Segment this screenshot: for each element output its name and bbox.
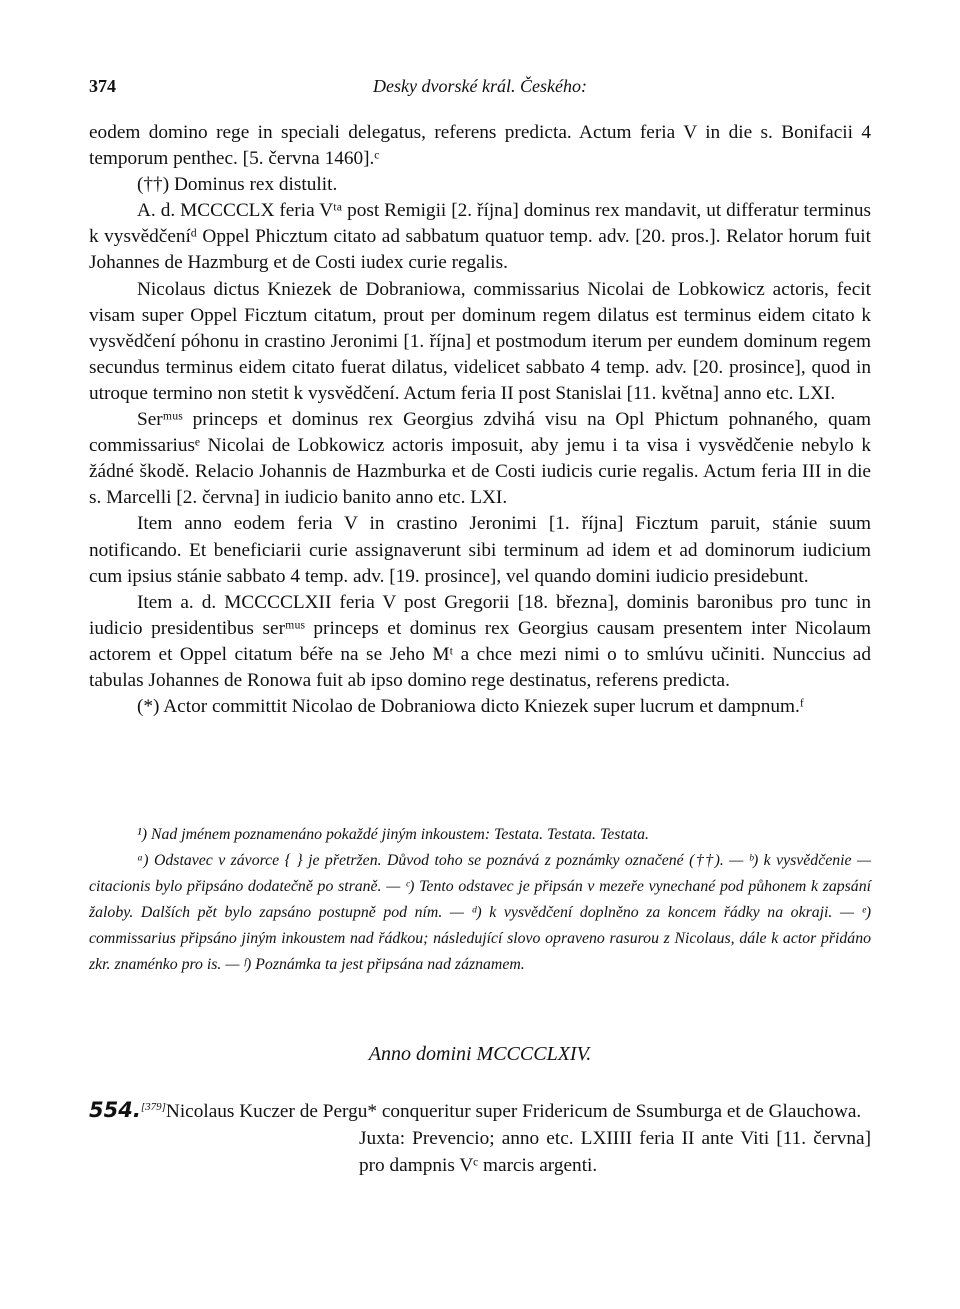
entry-number: 554. — [89, 1098, 141, 1122]
paragraph: A. d. MCCCCLX feria Vᵗᵃ post Remigii [2. října] dominus rex mandavit, ut differatur terminus k vysvědčeníᵈ Oppel Phicztum citato ad sabbatum quatuor temp. adv. [20. pros.]. Relator horum fuit Johannes de Hazmburg et de Costi iudex curie regalis. — [89, 200, 871, 274]
juxta-note: Juxta: Prevencio; anno etc. LXIIII feria II ante Viti [11. června] pro dampnis Vᶜ marcis argenti. — [359, 1128, 871, 1176]
page-number: 374 — [89, 76, 116, 96]
footnote: ᵃ) Odstavec v závorce { } je přetržen. Důvod toho se poznává z poznámky označené (††). — ᵇ) k vysvědčenie — citacionis bylo připsáno dodatečně po straně. — ᶜ) Tento odstavec je připsán v mezeře vynechané pod půhonem k zapsání žaloby. Dalších pět bylo zapsáno postupně pod ním. — ᵈ) k vysvědčení doplněno za koncem řádky na okraji. — ᵉ) commissarius připsáno jiným inkoustem nad řádkou; následující slovo opraveno rasurou z Nicolaus, dále k actor přidáno zkr. znaménko pro is. — ᶠ) Poznámka ta jest připsána nad záznamem. — [89, 852, 871, 973]
footnote: ¹) Nad jménem poznamenáno pokaždé jiným inkoustem: Testata. Testata. Testata. — [137, 826, 649, 843]
entry-paragraph — [89, 1094, 871, 1125]
paragraph: eodem domino rege in speciali delegatus, referens predicta. Actum feria V in die s. Bonifacii 4 temporum penthec. [5. června 1460].ᶜ — [89, 122, 871, 170]
main-text — [89, 120, 871, 720]
paragraph: (*) Actor committit Nicolao de Dobraniowa dicto Kniezek super lucrum et dampnum.ᶠ — [137, 696, 804, 718]
paragraph: (††) Dominus rex distulit. — [137, 174, 338, 196]
running-title: Desky dvorské král. Českého: — [373, 76, 587, 96]
entry-ref: [379] — [140, 1101, 166, 1113]
page-header — [89, 76, 871, 100]
year-heading: Anno domini MCCCCLXIV. — [368, 1043, 592, 1065]
paragraph: Serᵐᵘˢ princeps et dominus rex Georgius zdvihá visu na Opl Phictum pohnaného, quam commissariusᵉ Nicolai de Lobkowicz actoris imposuit, aby jemu i ta visa i vysvědčenie nebylo k žádné škodě. Relacio Johannis de Hazmburka et de Costi iudicis curie regalis. Actum feria III in die s. Marcelli [2. června] in iudicio banito anno etc. LXI. — [89, 409, 871, 509]
paragraph: Nicolaus dictus Kniezek de Dobraniowa, commissarius Nicolai de Lobkowicz actoris, fecit visam super Oppel Ficztum citatum, prout per dominum regem dilatus est terminus eidem citato k vysvědčení póhonu in crastino Jeronimi [1. října] et postmodum iterum per eundem dominum regem secundus terminus eidem citato fuerat dilatus, videlicet sabbato 4 temp. adv. [20. prosince], quod in utroque termino non stetit k vysvědčení. Actum feria II post Stanislai [11. května] anno etc. LXI. — [89, 278, 871, 404]
footnotes — [89, 822, 871, 978]
paragraph: Item anno eodem feria V in crastino Jeronimi [1. října] Ficztum paruit, stánie suum notificando. Et beneficiarii curie assignaverunt sibi terminum ad idem et ad dominorum iudicium cum ipsius stánie sabbato 4 temp. adv. [19. prosince], vel quando domini iudicio presidebunt. — [89, 513, 871, 587]
paragraph: Item a. d. MCCCCLXII feria V post Gregorii [18. března], dominis baronibus pro tunc in iudicio presidentibus serᵐᵘˢ princeps et dominus rex Georgius causam presentem inter Nicolaum actorem et Oppel citatum béře na se Jeho Mᵗ a chce mezi nimi o to smlúvu učiniti. Nunccius ad tabulas Johannes de Ronowa fuit ab ipso domino rege destinatus, referens predicta. — [89, 591, 871, 691]
entry-554 — [89, 1094, 871, 1179]
entry-text: Nicolaus Kuczer de Pergu* conqueritur super Fridericum de Ssumburga et de Glauchowa. — [165, 1101, 862, 1122]
